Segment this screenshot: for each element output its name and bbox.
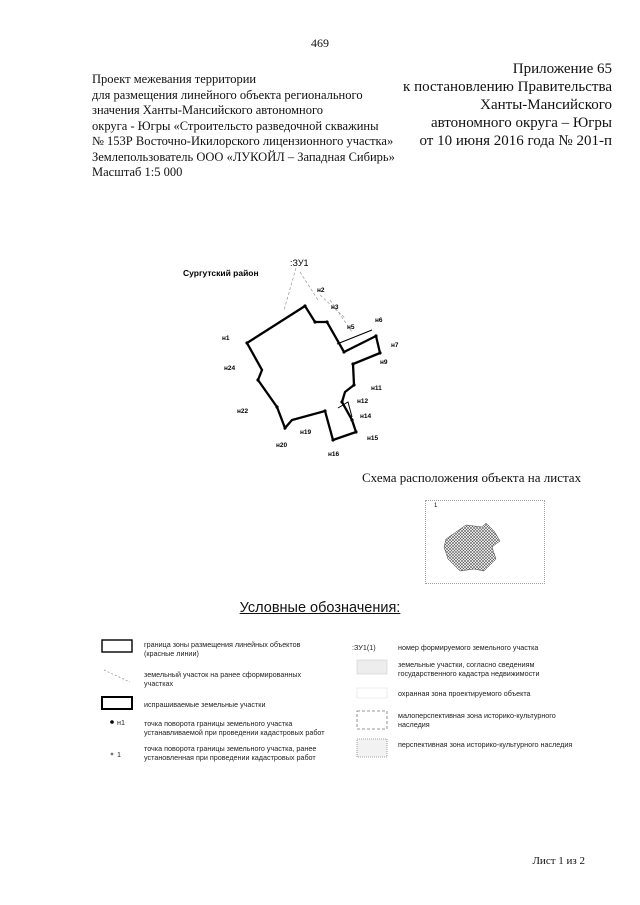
- sheet-label: Лист 1 из 2: [532, 855, 585, 867]
- legend-low-prospect-symbol: [357, 711, 387, 729]
- point-label: н3: [331, 304, 339, 311]
- legend-item-label: перспективная зона историко-культурного наследия: [398, 740, 573, 749]
- project-line: значения Ханты-Мансийского автономного: [92, 103, 324, 117]
- plot-inner-line: [337, 330, 372, 344]
- appendix-line: к постановлению Правительства: [403, 79, 612, 95]
- plot-number-label: :ЗУ1: [290, 258, 309, 268]
- boundary-points: [245, 304, 381, 441]
- point-label: н24: [224, 365, 236, 372]
- project-line: округа - Югры «Строительсто разведочной скважины: [92, 118, 379, 133]
- point-label: н1: [222, 335, 230, 342]
- legend-item-label: точка поворота границы земельного участка, ранее установленная при проведении кадастровых работ: [144, 744, 317, 762]
- scheme-title: Схема расположения объекта на листах: [362, 470, 582, 485]
- plot-boundary: [247, 306, 380, 440]
- project-line: № 153Р Восточно-Икилорского лицензионного участка»: [92, 134, 394, 148]
- legend-title: Условные обозначения:: [239, 600, 401, 616]
- page-number: 469: [311, 36, 329, 50]
- mini-map-hatch: [426, 501, 544, 583]
- project-line: для размещения линейного объекта регионального: [92, 87, 363, 102]
- legend-requested-symbol: [102, 697, 132, 709]
- legend-marker-label: 1: [117, 750, 121, 759]
- project-line: Землепользователь ООО «ЛУКОЙЛ – Западная Сибирь»: [92, 149, 395, 164]
- point-label: н5: [347, 324, 355, 331]
- project-line: Проект межевания территории: [92, 72, 257, 86]
- location-mini-map: [425, 500, 545, 584]
- legend-item-label: испрашиваемые земельные участки: [144, 700, 266, 709]
- point-label: н6: [375, 317, 383, 324]
- legend-red-lines-symbol: [102, 640, 132, 652]
- legend-item-label: малоперспективная зона историко-культурного наследия: [398, 711, 556, 729]
- point-label: н11: [371, 385, 382, 392]
- project-scale: Масштаб 1:5 000: [92, 165, 183, 179]
- point-label: н19: [300, 429, 312, 436]
- plot-inner-line: [338, 402, 352, 417]
- point-label: н12: [357, 398, 369, 405]
- point-label: н14: [360, 413, 372, 420]
- legend-item-label: охранная зона проектируемого объекта: [398, 689, 531, 698]
- mini-map-sheet-number: 1: [434, 503, 438, 509]
- legend-prev-parcel-symbol: [104, 670, 130, 682]
- appendix-line: автономного округа – Югры: [430, 115, 612, 131]
- appendix-line: Ханты-Мансийского: [480, 97, 612, 113]
- point-label: н16: [328, 451, 340, 458]
- legend-marker-label: :ЗУ1(1): [352, 643, 376, 652]
- previous-parcel-lines: [284, 268, 352, 332]
- point-label: н2: [317, 287, 325, 294]
- legend-marker-label: н1: [117, 718, 125, 727]
- point-label: н9: [380, 359, 388, 366]
- legend-cadastre-symbol: [357, 660, 387, 674]
- appendix-line: от 10 июня 2016 года № 201-п: [419, 133, 612, 149]
- point-label: н22: [237, 408, 249, 415]
- legend-item-label: граница зоны размещения линейных объектов (красные линии): [144, 640, 301, 658]
- legend-item-label: номер формируемого земельного участка: [398, 643, 539, 652]
- point-label: н20: [276, 442, 288, 449]
- appendix-header: [372, 60, 612, 150]
- point-label: н15: [367, 435, 379, 442]
- district-label: Сургутский район: [183, 268, 259, 278]
- legend-protection-zone-symbol: [357, 688, 387, 698]
- legend-item-label: точка поворота границы земельного участка устанавливаемой при проведении кадастровых работ: [144, 719, 325, 737]
- appendix-line: Приложение 65: [512, 61, 612, 77]
- legend-new-point-symbol: [110, 720, 114, 724]
- legend-item-label: земельные участки, согласно сведениям государственного кадастра недвижимости: [398, 660, 540, 678]
- legend-item-label: земельный участок на ранее сформированных участках: [144, 670, 302, 688]
- legend-old-point-symbol: [111, 753, 114, 756]
- legend-prospect-symbol: [357, 739, 387, 757]
- point-label: н7: [391, 342, 399, 349]
